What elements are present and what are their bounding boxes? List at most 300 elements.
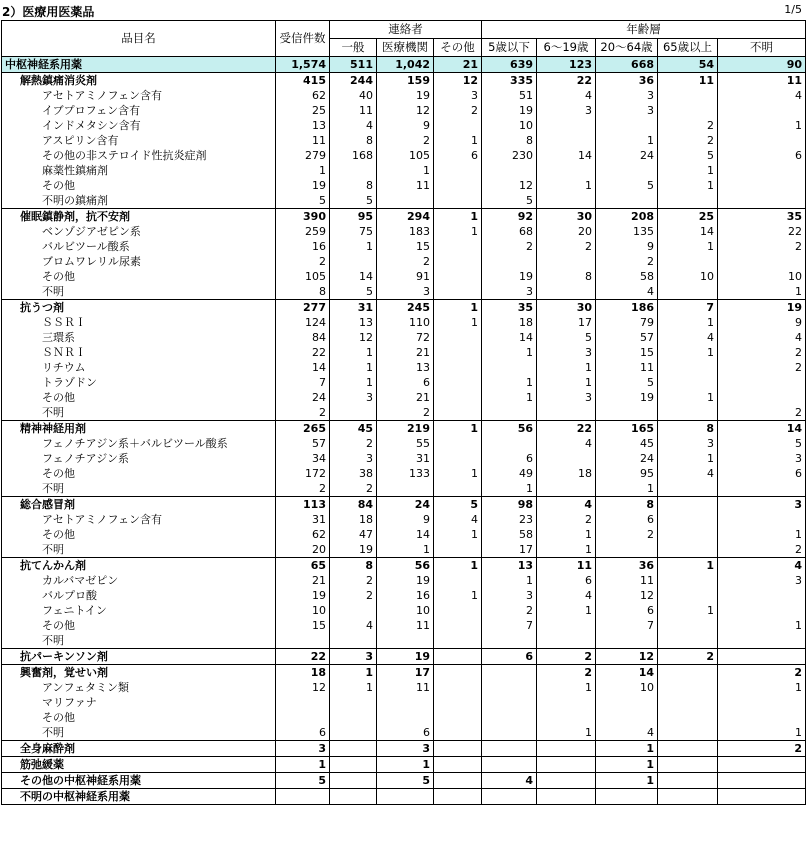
cell-age-unknown: 1 bbox=[718, 527, 806, 542]
cell-age-20-64: 79 bbox=[596, 315, 658, 330]
cell-age-under5 bbox=[482, 680, 537, 695]
cell-age-unknown bbox=[718, 163, 806, 178]
cell-count: 25 bbox=[276, 103, 330, 118]
cell-contact-medical: 105 bbox=[377, 148, 434, 163]
header-contact-general: 一般 bbox=[330, 39, 377, 57]
cell-age-65plus: 8 bbox=[658, 421, 718, 437]
cell-age-6-19 bbox=[537, 163, 596, 178]
header-count: 受信件数 bbox=[276, 21, 330, 57]
cell-count: 62 bbox=[276, 527, 330, 542]
header-age-unknown: 不明 bbox=[718, 39, 806, 57]
cell-age-6-19: 8 bbox=[537, 269, 596, 284]
table-row bbox=[2, 330, 806, 345]
row-label: マリファナ bbox=[2, 695, 276, 710]
cell-age-20-64: 3 bbox=[596, 88, 658, 103]
cell-contact-other bbox=[434, 163, 482, 178]
cell-age-under5: 51 bbox=[482, 88, 537, 103]
cell-contact-general bbox=[330, 757, 377, 773]
cell-age-unknown: 3 bbox=[718, 497, 806, 513]
table-row bbox=[2, 133, 806, 148]
cell-age-unknown: 2 bbox=[718, 239, 806, 254]
table-row bbox=[2, 542, 806, 558]
cell-age-unknown bbox=[718, 254, 806, 269]
cell-age-unknown: 3 bbox=[718, 573, 806, 588]
cell-age-unknown: 1 bbox=[718, 284, 806, 300]
table-row bbox=[2, 163, 806, 178]
row-label: 不明 bbox=[2, 725, 276, 741]
cell-age-6-19 bbox=[537, 741, 596, 757]
cell-age-6-19: 1 bbox=[537, 725, 596, 741]
cell-contact-other: 2 bbox=[434, 103, 482, 118]
cell-age-6-19: 3 bbox=[537, 103, 596, 118]
cell-contact-general: 84 bbox=[330, 497, 377, 513]
cell-age-20-64: 5 bbox=[596, 375, 658, 390]
cell-age-unknown: 4 bbox=[718, 330, 806, 345]
cell-age-under5 bbox=[482, 741, 537, 757]
cell-contact-other bbox=[434, 710, 482, 725]
cell-age-20-64: 3 bbox=[596, 103, 658, 118]
cell-count: 31 bbox=[276, 512, 330, 527]
cell-age-unknown bbox=[718, 633, 806, 649]
cell-contact-general bbox=[330, 773, 377, 789]
cell-contact-other: 5 bbox=[434, 497, 482, 513]
cell-age-20-64: 668 bbox=[596, 57, 658, 73]
cell-age-6-19 bbox=[537, 405, 596, 421]
cell-contact-general: 5 bbox=[330, 284, 377, 300]
cell-age-20-64: 2 bbox=[596, 527, 658, 542]
cell-age-under5: 3 bbox=[482, 284, 537, 300]
cell-age-unknown bbox=[718, 710, 806, 725]
cell-age-65plus: 1 bbox=[658, 239, 718, 254]
table-row bbox=[2, 512, 806, 527]
cell-age-20-64 bbox=[596, 789, 658, 805]
cell-age-unknown: 1 bbox=[718, 118, 806, 133]
cell-contact-general bbox=[330, 405, 377, 421]
row-label: その他の中枢神経系用薬 bbox=[2, 773, 276, 789]
cell-age-unknown: 1 bbox=[718, 680, 806, 695]
table-row bbox=[2, 695, 806, 710]
cell-contact-medical: 245 bbox=[377, 300, 434, 316]
cell-count: 24 bbox=[276, 390, 330, 405]
cell-age-under5: 35 bbox=[482, 300, 537, 316]
row-label: 不明 bbox=[2, 542, 276, 558]
cell-age-20-64: 5 bbox=[596, 178, 658, 193]
row-label: 興奮剤，覚せい剤 bbox=[2, 665, 276, 681]
cell-age-6-19: 123 bbox=[537, 57, 596, 73]
cell-contact-other bbox=[434, 390, 482, 405]
cell-age-6-19 bbox=[537, 284, 596, 300]
cell-contact-other bbox=[434, 345, 482, 360]
page-header bbox=[0, 0, 806, 20]
table-row bbox=[2, 527, 806, 542]
table-row bbox=[2, 390, 806, 405]
cell-age-under5 bbox=[482, 725, 537, 741]
cell-contact-other bbox=[434, 695, 482, 710]
cell-age-unknown: 2 bbox=[718, 542, 806, 558]
cell-contact-medical: 19 bbox=[377, 573, 434, 588]
cell-count: 34 bbox=[276, 451, 330, 466]
cell-count: 3 bbox=[276, 741, 330, 757]
cell-age-unknown bbox=[718, 773, 806, 789]
table-row bbox=[2, 436, 806, 451]
cell-count: 259 bbox=[276, 224, 330, 239]
cell-age-unknown: 1 bbox=[718, 618, 806, 633]
cell-count: 65 bbox=[276, 558, 330, 574]
cell-age-20-64: 1 bbox=[596, 741, 658, 757]
row-label: フェノチアジン系 bbox=[2, 451, 276, 466]
cell-contact-other bbox=[434, 773, 482, 789]
cell-count: 279 bbox=[276, 148, 330, 163]
table-row bbox=[2, 88, 806, 103]
row-label: 不明 bbox=[2, 633, 276, 649]
cell-count: 6 bbox=[276, 725, 330, 741]
cell-age-unknown bbox=[718, 390, 806, 405]
cell-age-65plus: 1 bbox=[658, 451, 718, 466]
cell-age-under5: 5 bbox=[482, 193, 537, 209]
cell-contact-medical: 55 bbox=[377, 436, 434, 451]
subcategory-row bbox=[2, 300, 806, 316]
cell-count: 8 bbox=[276, 284, 330, 300]
cell-contact-medical: 5 bbox=[377, 773, 434, 789]
cell-age-under5: 2 bbox=[482, 603, 537, 618]
cell-age-20-64: 15 bbox=[596, 345, 658, 360]
cell-contact-other: 4 bbox=[434, 512, 482, 527]
cell-age-65plus bbox=[658, 527, 718, 542]
cell-contact-general: 8 bbox=[330, 133, 377, 148]
cell-age-6-19: 5 bbox=[537, 330, 596, 345]
cell-contact-other bbox=[434, 542, 482, 558]
subcategory-row bbox=[2, 649, 806, 665]
cell-age-unknown bbox=[718, 103, 806, 118]
cell-age-unknown: 10 bbox=[718, 269, 806, 284]
cell-contact-other: 1 bbox=[434, 588, 482, 603]
cell-age-under5: 98 bbox=[482, 497, 537, 513]
cell-age-20-64: 1 bbox=[596, 133, 658, 148]
drug-statistics-table bbox=[1, 20, 806, 805]
row-label: その他 bbox=[2, 710, 276, 725]
subcategory-row bbox=[2, 773, 806, 789]
cell-contact-medical: 11 bbox=[377, 618, 434, 633]
cell-age-under5: 18 bbox=[482, 315, 537, 330]
cell-contact-medical: 13 bbox=[377, 360, 434, 375]
cell-age-6-19 bbox=[537, 451, 596, 466]
cell-contact-medical: 19 bbox=[377, 88, 434, 103]
cell-age-unknown: 3 bbox=[718, 451, 806, 466]
row-label: 不明 bbox=[2, 405, 276, 421]
cell-contact-medical bbox=[377, 193, 434, 209]
cell-age-unknown: 90 bbox=[718, 57, 806, 73]
cell-contact-other: 21 bbox=[434, 57, 482, 73]
cell-age-under5: 12 bbox=[482, 178, 537, 193]
cell-contact-medical: 1 bbox=[377, 542, 434, 558]
row-label: カルバマゼピン bbox=[2, 573, 276, 588]
cell-age-20-64: 1 bbox=[596, 757, 658, 773]
cell-age-20-64: 11 bbox=[596, 573, 658, 588]
cell-age-20-64: 4 bbox=[596, 284, 658, 300]
table-row bbox=[2, 603, 806, 618]
cell-contact-medical: 11 bbox=[377, 680, 434, 695]
header-age-under5: 5歳以下 bbox=[482, 39, 537, 57]
header-age-65plus: 65歳以上 bbox=[658, 39, 718, 57]
cell-age-6-19: 30 bbox=[537, 300, 596, 316]
cell-age-6-19: 4 bbox=[537, 497, 596, 513]
cell-contact-other bbox=[434, 649, 482, 665]
cell-age-65plus bbox=[658, 375, 718, 390]
cell-contact-medical: 3 bbox=[377, 741, 434, 757]
header-item-name: 品目名 bbox=[2, 21, 276, 57]
cell-age-6-19 bbox=[537, 789, 596, 805]
cell-contact-medical bbox=[377, 481, 434, 497]
cell-count: 62 bbox=[276, 88, 330, 103]
table-body bbox=[2, 57, 806, 805]
cell-count: 2 bbox=[276, 481, 330, 497]
cell-count: 390 bbox=[276, 209, 330, 225]
cell-count: 84 bbox=[276, 330, 330, 345]
cell-age-65plus: 4 bbox=[658, 466, 718, 481]
cell-contact-general bbox=[330, 254, 377, 269]
cell-contact-medical: 183 bbox=[377, 224, 434, 239]
cell-contact-other bbox=[434, 573, 482, 588]
cell-contact-medical: 2 bbox=[377, 254, 434, 269]
cell-contact-other bbox=[434, 405, 482, 421]
cell-contact-medical: 1 bbox=[377, 757, 434, 773]
cell-contact-other bbox=[434, 118, 482, 133]
subcategory-row bbox=[2, 558, 806, 574]
cell-count: 57 bbox=[276, 436, 330, 451]
cell-count: 14 bbox=[276, 360, 330, 375]
cell-age-65plus: 4 bbox=[658, 330, 718, 345]
cell-contact-medical: 91 bbox=[377, 269, 434, 284]
cell-contact-other: 1 bbox=[434, 558, 482, 574]
cell-age-6-19 bbox=[537, 633, 596, 649]
cell-contact-medical: 2 bbox=[377, 133, 434, 148]
cell-age-6-19: 4 bbox=[537, 588, 596, 603]
row-label: 抗うつ剤 bbox=[2, 300, 276, 316]
table-row bbox=[2, 178, 806, 193]
cell-count: 21 bbox=[276, 573, 330, 588]
row-label: 全身麻酔剤 bbox=[2, 741, 276, 757]
cell-age-6-19: 22 bbox=[537, 421, 596, 437]
cell-contact-general: 1 bbox=[330, 345, 377, 360]
cell-age-6-19: 1 bbox=[537, 527, 596, 542]
cell-contact-other bbox=[434, 193, 482, 209]
page-indicator: 1/5 bbox=[784, 3, 802, 16]
cell-age-under5: 6 bbox=[482, 649, 537, 665]
cell-contact-general: 3 bbox=[330, 390, 377, 405]
cell-contact-medical: 72 bbox=[377, 330, 434, 345]
cell-contact-general: 5 bbox=[330, 193, 377, 209]
row-label: イブプロフェン含有 bbox=[2, 103, 276, 118]
row-label: その他 bbox=[2, 390, 276, 405]
cell-age-unknown bbox=[718, 588, 806, 603]
cell-age-65plus: 3 bbox=[658, 436, 718, 451]
cell-age-20-64 bbox=[596, 633, 658, 649]
cell-age-65plus bbox=[658, 773, 718, 789]
cell-contact-general: 8 bbox=[330, 178, 377, 193]
cell-age-65plus bbox=[658, 789, 718, 805]
row-label: アセトアミノフェン含有 bbox=[2, 88, 276, 103]
cell-age-unknown: 2 bbox=[718, 741, 806, 757]
cell-contact-medical: 110 bbox=[377, 315, 434, 330]
cell-count: 11 bbox=[276, 133, 330, 148]
cell-age-under5: 56 bbox=[482, 421, 537, 437]
cell-contact-general: 1 bbox=[330, 360, 377, 375]
cell-contact-medical: 159 bbox=[377, 73, 434, 89]
cell-contact-general: 8 bbox=[330, 558, 377, 574]
cell-contact-medical: 11 bbox=[377, 178, 434, 193]
cell-contact-general: 244 bbox=[330, 73, 377, 89]
subcategory-row bbox=[2, 757, 806, 773]
cell-contact-other bbox=[434, 269, 482, 284]
cell-contact-medical: 21 bbox=[377, 345, 434, 360]
cell-age-20-64: 8 bbox=[596, 497, 658, 513]
cell-count: 16 bbox=[276, 239, 330, 254]
cell-contact-other bbox=[434, 741, 482, 757]
cell-contact-general: 1 bbox=[330, 665, 377, 681]
cell-age-under5: 1 bbox=[482, 390, 537, 405]
row-label: 筋弛緩薬 bbox=[2, 757, 276, 773]
row-label: アセトアミノフェン含有 bbox=[2, 512, 276, 527]
subcategory-row bbox=[2, 741, 806, 757]
cell-age-20-64 bbox=[596, 118, 658, 133]
cell-contact-general: 3 bbox=[330, 649, 377, 665]
cell-contact-general: 168 bbox=[330, 148, 377, 163]
cell-age-65plus: 14 bbox=[658, 224, 718, 239]
cell-contact-medical: 15 bbox=[377, 239, 434, 254]
subcategory-row bbox=[2, 789, 806, 805]
cell-contact-general: 1 bbox=[330, 239, 377, 254]
row-label: アンフェタミン類 bbox=[2, 680, 276, 695]
cell-age-6-19: 1 bbox=[537, 360, 596, 375]
cell-contact-other: 1 bbox=[434, 315, 482, 330]
cell-age-20-64: 36 bbox=[596, 558, 658, 574]
row-label: フェニトイン bbox=[2, 603, 276, 618]
cell-age-65plus: 2 bbox=[658, 118, 718, 133]
cell-age-unknown: 6 bbox=[718, 148, 806, 163]
row-label: 不明の鎮痛剤 bbox=[2, 193, 276, 209]
cell-age-20-64: 11 bbox=[596, 360, 658, 375]
cell-age-65plus bbox=[658, 481, 718, 497]
cell-age-65plus bbox=[658, 193, 718, 209]
cell-age-6-19 bbox=[537, 481, 596, 497]
cell-age-65plus: 1 bbox=[658, 315, 718, 330]
cell-age-under5: 335 bbox=[482, 73, 537, 89]
cell-count: 415 bbox=[276, 73, 330, 89]
cell-age-6-19: 4 bbox=[537, 436, 596, 451]
cell-count: 277 bbox=[276, 300, 330, 316]
cell-count: 1 bbox=[276, 757, 330, 773]
cell-age-65plus: 1 bbox=[658, 390, 718, 405]
header-age-group: 年齢層 bbox=[482, 21, 806, 39]
cell-age-under5 bbox=[482, 633, 537, 649]
cell-contact-general bbox=[330, 695, 377, 710]
cell-contact-medical bbox=[377, 710, 434, 725]
row-label: 不明の中枢神経系用薬 bbox=[2, 789, 276, 805]
cell-age-20-64 bbox=[596, 193, 658, 209]
table-row bbox=[2, 405, 806, 421]
cell-contact-general: 12 bbox=[330, 330, 377, 345]
cell-age-20-64: 10 bbox=[596, 680, 658, 695]
table-row bbox=[2, 375, 806, 390]
table-row bbox=[2, 269, 806, 284]
cell-age-20-64: 12 bbox=[596, 649, 658, 665]
cell-contact-general: 1 bbox=[330, 680, 377, 695]
cell-contact-other bbox=[434, 330, 482, 345]
cell-age-65plus bbox=[658, 542, 718, 558]
cell-contact-general bbox=[330, 725, 377, 741]
cell-age-under5: 3 bbox=[482, 588, 537, 603]
cell-age-unknown: 35 bbox=[718, 209, 806, 225]
cell-age-unknown: 14 bbox=[718, 421, 806, 437]
cell-age-20-64: 6 bbox=[596, 603, 658, 618]
subcategory-row bbox=[2, 209, 806, 225]
row-label: その他 bbox=[2, 527, 276, 542]
cell-contact-general: 38 bbox=[330, 466, 377, 481]
cell-age-under5 bbox=[482, 710, 537, 725]
cell-contact-general: 31 bbox=[330, 300, 377, 316]
cell-age-65plus: 1 bbox=[658, 558, 718, 574]
cell-age-6-19 bbox=[537, 710, 596, 725]
cell-age-unknown: 5 bbox=[718, 436, 806, 451]
table-row bbox=[2, 360, 806, 375]
cell-contact-other: 3 bbox=[434, 88, 482, 103]
header-contact-medical: 医療機関 bbox=[377, 39, 434, 57]
cell-contact-other bbox=[434, 725, 482, 741]
table-row bbox=[2, 618, 806, 633]
cell-age-6-19 bbox=[537, 254, 596, 269]
cell-count: 12 bbox=[276, 680, 330, 695]
cell-age-6-19 bbox=[537, 773, 596, 789]
cell-age-65plus bbox=[658, 710, 718, 725]
cell-contact-general: 1 bbox=[330, 375, 377, 390]
table-row bbox=[2, 725, 806, 741]
cell-age-20-64: 2 bbox=[596, 254, 658, 269]
cell-contact-other bbox=[434, 757, 482, 773]
cell-age-65plus bbox=[658, 741, 718, 757]
cell-contact-other: 1 bbox=[434, 421, 482, 437]
header-age-20-64: 20～64歳 bbox=[596, 39, 658, 57]
cell-age-unknown bbox=[718, 695, 806, 710]
cell-age-6-19: 2 bbox=[537, 239, 596, 254]
table-row bbox=[2, 315, 806, 330]
cell-age-unknown: 6 bbox=[718, 466, 806, 481]
cell-age-20-64: 1 bbox=[596, 773, 658, 789]
cell-contact-other: 1 bbox=[434, 300, 482, 316]
cell-contact-general: 19 bbox=[330, 542, 377, 558]
cell-age-20-64: 45 bbox=[596, 436, 658, 451]
cell-age-6-19: 17 bbox=[537, 315, 596, 330]
cell-age-unknown: 22 bbox=[718, 224, 806, 239]
cell-age-6-19: 3 bbox=[537, 345, 596, 360]
row-label: バルプロ酸 bbox=[2, 588, 276, 603]
cell-contact-other: 1 bbox=[434, 527, 482, 542]
cell-age-20-64: 36 bbox=[596, 73, 658, 89]
cell-age-65plus bbox=[658, 512, 718, 527]
cell-age-6-19: 3 bbox=[537, 390, 596, 405]
table-row bbox=[2, 193, 806, 209]
cell-contact-other: 1 bbox=[434, 209, 482, 225]
cell-contact-other: 12 bbox=[434, 73, 482, 89]
cell-contact-medical: 14 bbox=[377, 527, 434, 542]
row-label: その他 bbox=[2, 618, 276, 633]
cell-age-6-19: 2 bbox=[537, 512, 596, 527]
cell-age-unknown: 2 bbox=[718, 665, 806, 681]
cell-contact-medical: 1,042 bbox=[377, 57, 434, 73]
cell-age-65plus bbox=[658, 618, 718, 633]
row-label: その他 bbox=[2, 178, 276, 193]
cell-contact-medical: 294 bbox=[377, 209, 434, 225]
cell-age-20-64: 1 bbox=[596, 481, 658, 497]
